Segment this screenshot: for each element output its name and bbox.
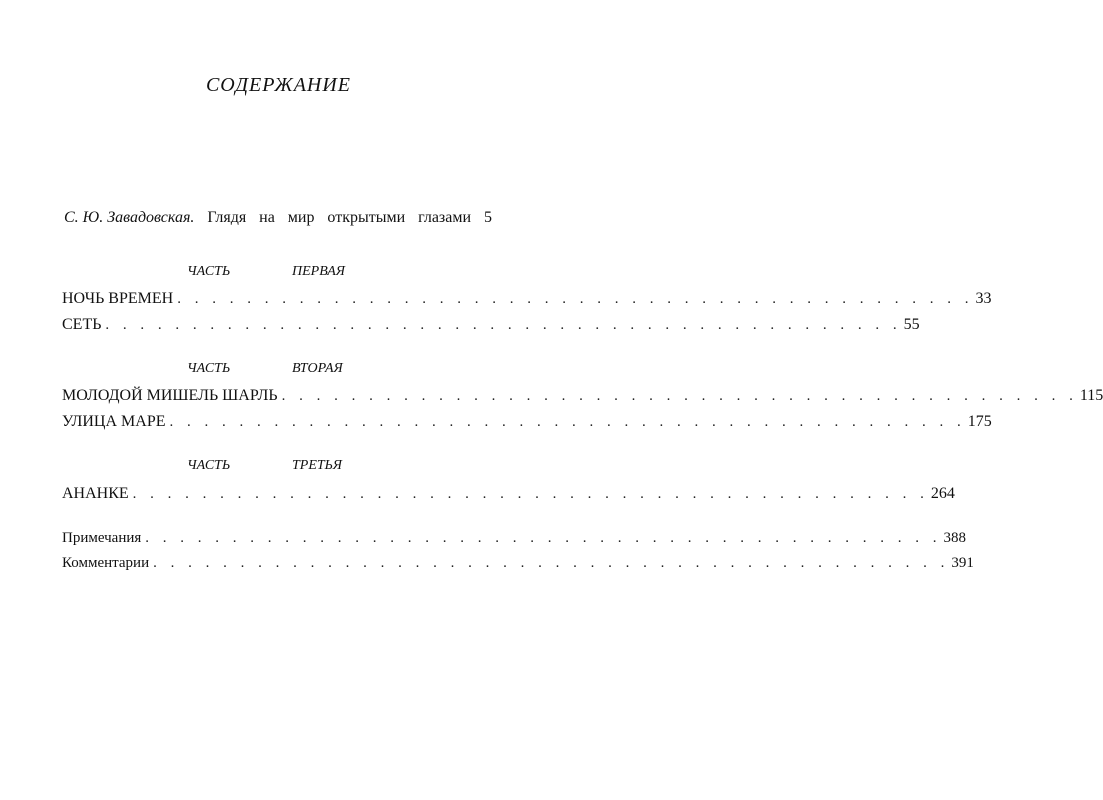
preface-entry[interactable] xyxy=(64,209,492,227)
toc-entry-title: МОЛОДОЙ МИШЕЛЬ ШАРЛЬ xyxy=(62,387,278,404)
leader-dots: . . . . . . . . . . . . . . . . . . . . . . . . . . . . . . . . . . . . . . . . . . . . . . xyxy=(145,530,942,546)
toc-page-number: 33 xyxy=(975,290,992,307)
toc-entry-ananke[interactable] xyxy=(62,485,955,507)
toc-page-number: 391 xyxy=(951,555,974,571)
toc-page-number: 175 xyxy=(967,413,992,430)
toc-entry-molodoy-mishel-sharl[interactable] xyxy=(62,387,1103,409)
part-label: ЧАСТЬ xyxy=(187,458,231,473)
leader-dots: . . . . . . . . . . . . . . . . . . . . . . . . . . . . . . . . . . . . . . . . . . . . . . xyxy=(153,555,950,571)
part-one-heading xyxy=(0,264,557,282)
toc-page-number: 388 xyxy=(943,530,967,546)
part-ordinal: ТРЕТЬЯ xyxy=(292,458,342,473)
leader-dots: . . . . . . . . . . . . . . . . . . . . . . . . . . . . . . . . . . . . . . . . . . . . . . xyxy=(169,414,966,430)
part-label: ЧАСТЬ xyxy=(187,361,231,376)
toc-entry-kommentarii[interactable] xyxy=(62,555,974,577)
toc-entry-title: Примечания xyxy=(62,530,142,546)
toc-page-number: 55 xyxy=(903,316,920,333)
leader-dots: . . . . . . . . . . . . . . . . . . . . . . . . . . . . . . . . . . . . . . . . . . . . . . xyxy=(281,388,1078,404)
part-label: ЧАСТЬ xyxy=(187,264,231,279)
part-ordinal: ВТОРАЯ xyxy=(292,361,343,376)
leader-dots: . . . . . . . . . . . . . . . . . . . . . . . . . . . . . . . . . . . . . . . . . . . . . . xyxy=(177,291,974,307)
toc-entry-primechaniya[interactable] xyxy=(62,530,967,552)
toc-page-number: 264 xyxy=(930,485,955,502)
part-ordinal: ПЕРВАЯ xyxy=(292,264,345,279)
preface-title-word: Глядя xyxy=(207,209,247,226)
preface-page-number: 5 xyxy=(483,209,492,226)
toc-entry-title: АНАНКЕ xyxy=(62,485,129,502)
toc-entry-title: СЕТЬ xyxy=(62,316,102,333)
preface-title-word: открытыми xyxy=(327,209,406,226)
toc-entry-ulitsa-mare[interactable] xyxy=(62,413,992,435)
leader-dots: . . . . . . . . . . . . . . . . . . . . . . . . . . . . . . . . . . . . . . . . . . . . . . xyxy=(132,486,929,502)
part-two-heading xyxy=(0,361,557,379)
toc-entry-title: Комментарии xyxy=(62,555,150,571)
toc-entry-noch-vremen[interactable] xyxy=(62,290,992,312)
preface-author: С. Ю. Завадовская. xyxy=(64,209,195,226)
toc-entry-title: НОЧЬ ВРЕМЕН xyxy=(62,290,174,307)
toc-page-number: 115 xyxy=(1079,387,1103,404)
preface-title-word: на xyxy=(259,209,275,226)
page-title: СОДЕРЖАНИЕ xyxy=(205,74,352,96)
preface-title-word: мир xyxy=(287,209,315,226)
toc-entry-title: УЛИЦА МАРЕ xyxy=(62,413,166,430)
leader-dots: . . . . . . . . . . . . . . . . . . . . . . . . . . . . . . . . . . . . . . . . . . . . . . xyxy=(105,317,902,333)
part-three-heading xyxy=(0,458,557,476)
preface-title-word: глазами xyxy=(418,209,472,226)
toc-entry-set[interactable] xyxy=(62,316,920,338)
